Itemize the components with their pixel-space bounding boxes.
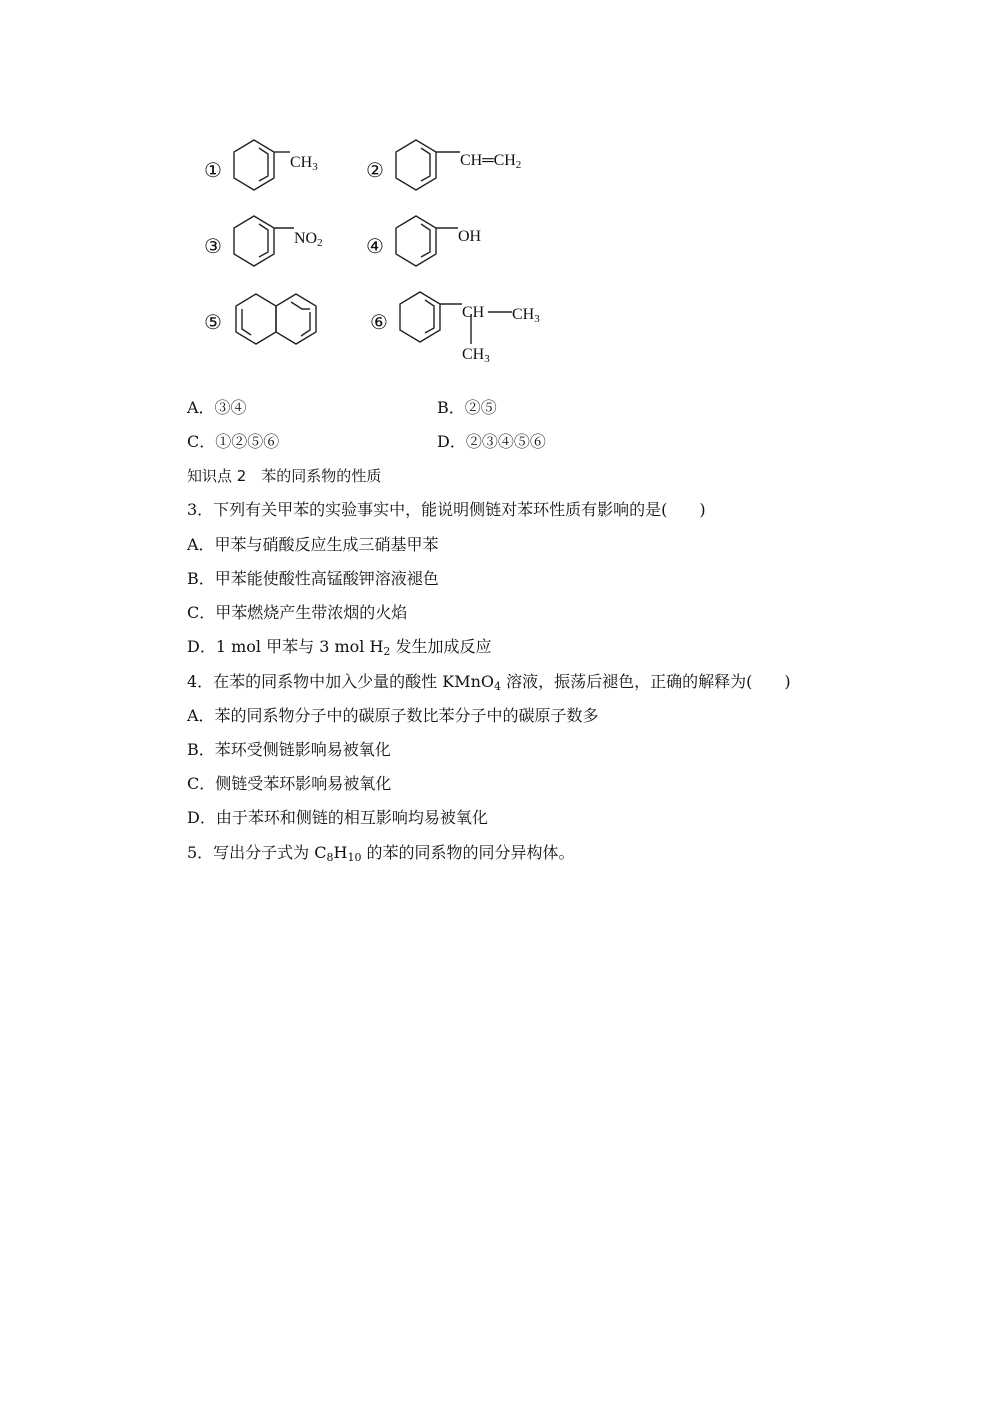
q3-option-d: D．1 mol 甲苯与 3 mol $H_2$ 发生加成反应 bbox=[187, 637, 492, 658]
option-c-q2: C．①②⑤⑥ bbox=[187, 432, 280, 451]
q3-option-c: C．甲苯燃烧产生带浓烟的火焰 bbox=[187, 603, 408, 622]
substituent-ch: CH bbox=[462, 304, 485, 321]
label-3: ③ bbox=[204, 234, 222, 258]
substituent-no2: $NO_2$ bbox=[294, 230, 323, 249]
label-2: ② bbox=[366, 158, 384, 182]
q4-option-a: A．苯的同系物分子中的碳原子数比苯分子中的碳原子数多 bbox=[187, 706, 599, 725]
benzene-ring-3 bbox=[234, 216, 294, 266]
substituent-vinyl: $CH═CH_2$ bbox=[460, 152, 522, 171]
option-d-q2: D．②③④⑤⑥ bbox=[437, 432, 546, 451]
q4-option-c: C．侧链受苯环影响易被氧化 bbox=[187, 774, 392, 793]
q3-option-b: B．甲苯能使酸性高锰酸钾溶液褪色 bbox=[187, 569, 439, 588]
structure-drawings bbox=[190, 128, 590, 380]
q4-option-b: B．苯环受侧链影响易被氧化 bbox=[187, 740, 391, 759]
section-heading: 知识点 2 苯的同系物的性质 bbox=[187, 467, 382, 485]
benzene-ring-6 bbox=[400, 292, 512, 344]
naphthalene-rings bbox=[236, 294, 316, 344]
q5-stem: 5．写出分子式为 $C_8H_{10}$ 的苯的同系物的同分异构体。 bbox=[187, 843, 575, 864]
q3-stem: 3．下列有关甲苯的实验事实中，能说明侧链对苯环性质有影响的是( ) bbox=[187, 500, 706, 519]
substituent-oh: OH bbox=[458, 228, 482, 245]
q4-stem: 4．在苯的同系物中加入少量的酸性 KMnO$_4$ 溶液，振荡后褪色，正确的解释为( ) bbox=[187, 672, 791, 693]
label-4: ④ bbox=[366, 234, 384, 258]
substituent-ch3: $CH_3$ bbox=[290, 154, 318, 173]
substituent-ch3-bottom: $CH_3$ bbox=[462, 346, 490, 365]
label-6: ⑥ bbox=[370, 310, 388, 334]
benzene-ring-1 bbox=[234, 140, 290, 190]
label-1: ① bbox=[204, 158, 222, 182]
structure-figure bbox=[190, 128, 590, 380]
benzene-ring-4 bbox=[396, 216, 458, 266]
q3-option-a: A．甲苯与硝酸反应生成三硝基甲苯 bbox=[187, 535, 439, 554]
benzene-ring-2 bbox=[396, 140, 460, 190]
label-5: ⑤ bbox=[204, 310, 222, 334]
q4-option-d: D．由于苯环和侧链的相互影响均易被氧化 bbox=[187, 808, 488, 827]
option-a-q2: A．③④ bbox=[187, 398, 247, 417]
substituent-ch3-right: $CH_3$ bbox=[512, 306, 540, 325]
option-b-q2: B．②⑤ bbox=[437, 398, 497, 417]
